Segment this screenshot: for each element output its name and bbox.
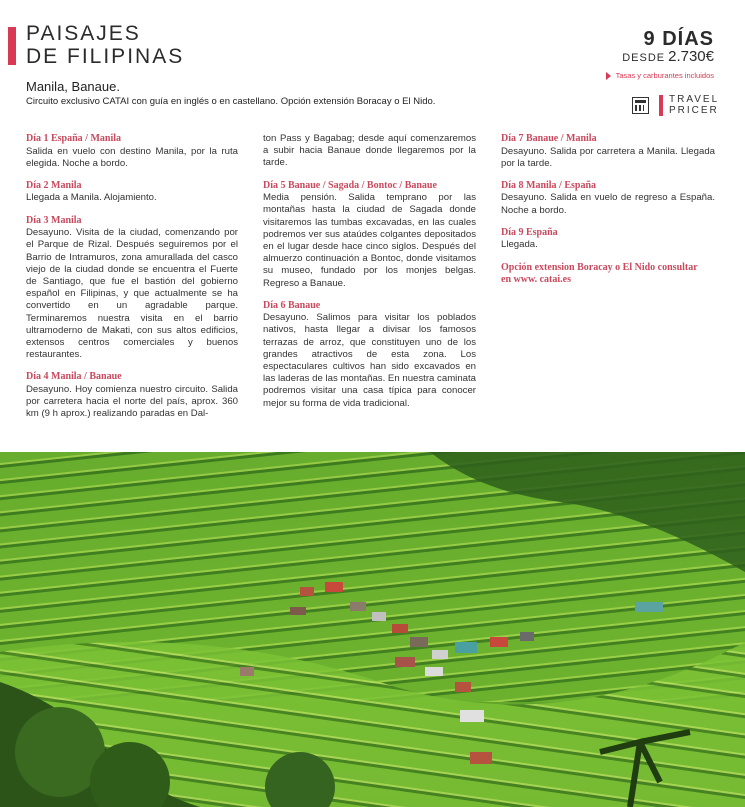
intro-text: Circuito exclusivo CATAI con guía en inglés o en castellano. Opción extensión Boracay o El Nido.	[26, 96, 436, 107]
itinerary-day-7	[501, 133, 715, 170]
title-accent-bar	[8, 27, 16, 65]
itinerary-day-2	[26, 180, 238, 205]
calculator-icon	[632, 97, 649, 114]
extension-note-line2: en www. catai.es	[501, 274, 571, 286]
day-heading: Día 5 Banaue / Sagada / Bontoc / Banaue	[263, 179, 437, 191]
day-heading: Día 6 Banaue	[263, 299, 321, 311]
chevron-right-icon	[606, 72, 611, 80]
trip-duration: 9 DÍAS	[643, 28, 714, 50]
title-line-1: PAISAJES	[26, 22, 141, 45]
itinerary-day-5	[263, 180, 476, 290]
travel-pricer-line2: PRICER	[669, 105, 719, 116]
day-description: Desayuno. Salimos para visitar los poblados nativos, hasta llegar a divisar los famosos terrazas de arroz, que constituyen uno de los grandes atractivos de esta zona. Los espectaculares cultivos han sido excavados en las laderas de las montañas. En nuestra caminata podremos visitar una casa típica para conocer mejor su forma de vida tradicional.	[263, 312, 476, 409]
price-line	[622, 48, 714, 65]
itinerary-column-1	[26, 133, 238, 430]
rice-terraces-photo	[0, 452, 745, 807]
day-heading: Día 8 Manila / España	[501, 179, 597, 191]
travel-pricer-line1: TRAVEL	[669, 94, 720, 105]
price-from-label: DESDE	[622, 52, 666, 64]
title-line-2: DE FILIPINAS	[26, 45, 185, 68]
extension-note[interactable]	[501, 262, 715, 287]
day-heading: Día 4 Manila / Banaue	[26, 371, 122, 383]
price-amount: 2.730€	[668, 48, 714, 65]
day-heading: Día 3 Manila	[26, 214, 82, 226]
day-heading: Día 1 España / Manila	[26, 133, 122, 144]
page-title	[26, 22, 184, 68]
itinerary-column-3	[501, 133, 715, 287]
itinerary-day-6	[263, 300, 476, 410]
day-description: Desayuno. Visita de la ciudad, comenzando por el Parque de Rizal. Después seguiremos por el Barrio de Intramuros, zona amurallada del casco viejo de la ciudad donde se encuentra el Fuerte de Santiago, que fue el bastión del gobierno español en Filipinas, y que actualmente se ha convertido en un agradable parque. Terminaremos nuestra visita en el barrio ultramoderno de Makati, con sus altos edificios, extensos centros comerciales y buenos restaurantes.	[26, 227, 238, 361]
travel-pricer-accent	[659, 95, 663, 116]
travel-pricer-text	[669, 94, 719, 116]
day-description: Desayuno. Salida en vuelo de regreso a España. Noche a bordo.	[501, 192, 715, 216]
day-heading: Día 9 España	[501, 226, 558, 238]
day-description: Salida en vuelo con destino Manila, por la ruta elegida. Noche a bordo.	[26, 145, 238, 169]
itinerary-day-1	[26, 133, 238, 170]
taxes-note[interactable]	[606, 71, 714, 80]
rice-terraces-illustration	[0, 452, 745, 807]
day-description: Llegada.	[501, 239, 538, 251]
day-4-continuation: ton Pass y Bagabag; desde aquí comenzaremos a subir hacia Banaue donde llegaremos por la tarde.	[263, 133, 476, 169]
travel-pricer-logo	[632, 94, 722, 118]
day-description: Media pensión. Salida temprano por las montañas hasta la ciudad de Sagada donde visitaremos las tumbas excavadas, en las cuales podremos ver sus ataúdes colgantes depositados en el lugar desde hace cinco siglos. Después del almuerzo continuación a Bontoc, donde visitamos su museo, fundado por los monjes belgas. Regreso a Banaue.	[263, 192, 476, 289]
day-description: Desayuno. Hoy comienza nuestro circuito. Salida por carretera hacia el norte del país, aprox. 360 km (9 h aprox.) realizando paradas en Dal-	[26, 383, 238, 420]
day-description: Desayuno. Salida por carretera a Manila. Llegada por la tarde.	[501, 145, 715, 169]
itinerary-day-4	[26, 371, 238, 420]
taxes-note-text: Tasas y carburantes incluidos	[615, 71, 714, 80]
itinerary-day-9	[501, 227, 715, 252]
day-heading: Día 7 Banaue / Manila	[501, 133, 597, 144]
itinerary-day-8	[501, 180, 715, 217]
route-subtitle: Manila, Banaue.	[26, 79, 120, 94]
day-heading: Día 2 Manila	[26, 179, 82, 191]
itinerary-day-3	[26, 215, 238, 362]
extension-note-line1: Opción extension Boracay o El Nido consultar	[501, 261, 698, 273]
day-description: Llegada a Manila. Alojamiento.	[26, 192, 157, 204]
itinerary-column-2	[263, 133, 476, 420]
